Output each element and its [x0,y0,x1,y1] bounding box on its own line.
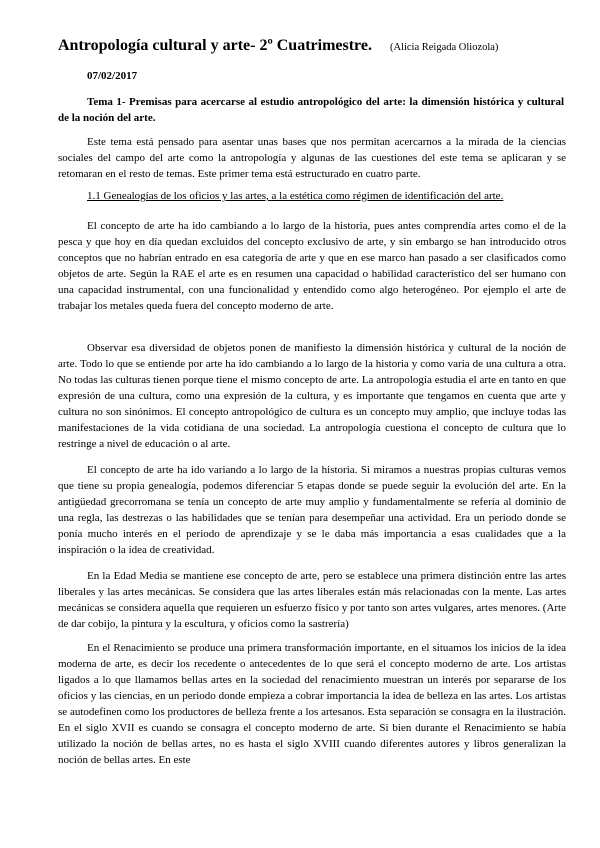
body-paragraph: El concepto de arte ha ido variando a lo largo de la historia. Si miramos a nuestras propias culturas vemos que tiene su propia genealogía, podemos diferenciar 5 etapas donde se puede seguir la evolución del arte. En la antigüedad grecorromana se tenía un concepto de arte muy amplio y fundamentalmente se refería al dominio de una regla, las destrezas o las habilidades que se tenían para desempeñar una actividad. Era un periodo donde se ponía mucho interés en el periodo de aprendizaje y se le daba más importancia a esas cualidades que a la inspiración o la idea de creatividad. [58,464,566,556]
body-paragraph: Observar esa diversidad de objetos ponen de manifiesto la dimensión histórica y cultural de la noción de arte. Todo lo que se entiende por arte ha ido cambiando a lo largo de la historia y como varia de una cultura a otra. No todas las culturas tienen porque tiene el mismo concepto de arte. La antropología estudia el arte en tanto en que expresión de una cultura, como una expresión de la cultura, y es importante que tengamos en cuenta que arte y cultura no son sinónimos. El concepto antropológico de cultura es un concepto muy amplio, que incluye todas las manifestaciones de la vida cotidiana de una sociedad. La antropología cuestiona el concepto de cultura que lo restringe a nivel de educación o al arte. [58,342,566,450]
body-paragraph: En el Renacimiento se produce una primera transformación importante, en el situamos los inicios de la idea moderna de arte, es decir los recedente o antecedentes de lo que será el concepto moderno de arte. Los artistas ligados a lo que llamamos bellas artes en la sociedad del renacimiento muestran un interés por separarse de los oficios y las ciencias, en un periodo donde empieza a cobrar importancia la idea de belleza en las artes. Los artistas se autodefinen como los productores de belleza frente a los artesanos. Esta separación se consagra en la ilustración. En el siglo XVII es cuando se consagra el concepto moderno de arte. Si bien durante el Renacimiento se había utilizado la noción de bellas artes, no es hasta el siglo XVIII cuando diferentes autores y libros generalizan la noción de bellas artes. En este [58,642,566,766]
body-paragraph: En la Edad Media se mantiene ese concepto de arte, pero se establece una primera distinción entre las artes liberales y las artes mecánicas. Se considera que las artes liberales están más relacionadas con la mente. Las artes mecánicas se considera aquella que requieren un esfuerzo físico y por tanto son artes vulgares, artes menores. (Arte de dar cobijo, la pintura y la escultura, y oficios como la sastrería) [58,570,566,630]
document-date: 07/02/2017 [87,70,138,82]
header-line [58,37,498,55]
theme-title: Tema 1- Premisas para acercarse al estudio antropológico del arte: la dimensión histórica y cultural de la noción del arte. [58,96,564,124]
section-heading: 1.1 Genealogías de los oficios y las artes, a la estética como régimen de identificación del arte. [87,190,504,202]
document-title: Antropología cultural y arte- 2º Cuatrimestre. [58,37,372,54]
intro-paragraph: Este tema está pensado para asentar unas bases que nos permitan acercarnos a la mirada de la ciencias sociales del campo del arte como la antropología y algunas de las cuestiones del este tema se aplicaran y se retomaran en el resto de temas. Este primer tema está estructurado en cuatro parte. [58,136,566,180]
author-name: (Alicia Reigada Oliozola) [389,42,499,53]
body-paragraph: El concepto de arte ha ido cambiando a lo largo de la historia, pues antes comprendía artes como el de la pesca y que hoy en día quedan excluidos del concepto exclusivo de arte, y sin embargo se han introducido otros conceptos que no habrían entrado en esa categoría de arte y que en ese marco han pasado a ser clasificados como objetos de arte. Según la RAE el arte es en resumen una capacidad o habilidad característico del ser humano con una capacidad instrumental, con una funcionalidad y entendido como algo heterogéneo. Por ejemplo el arte de trabajar los metales queda fuera del concepto moderno de arte. [58,220,566,312]
